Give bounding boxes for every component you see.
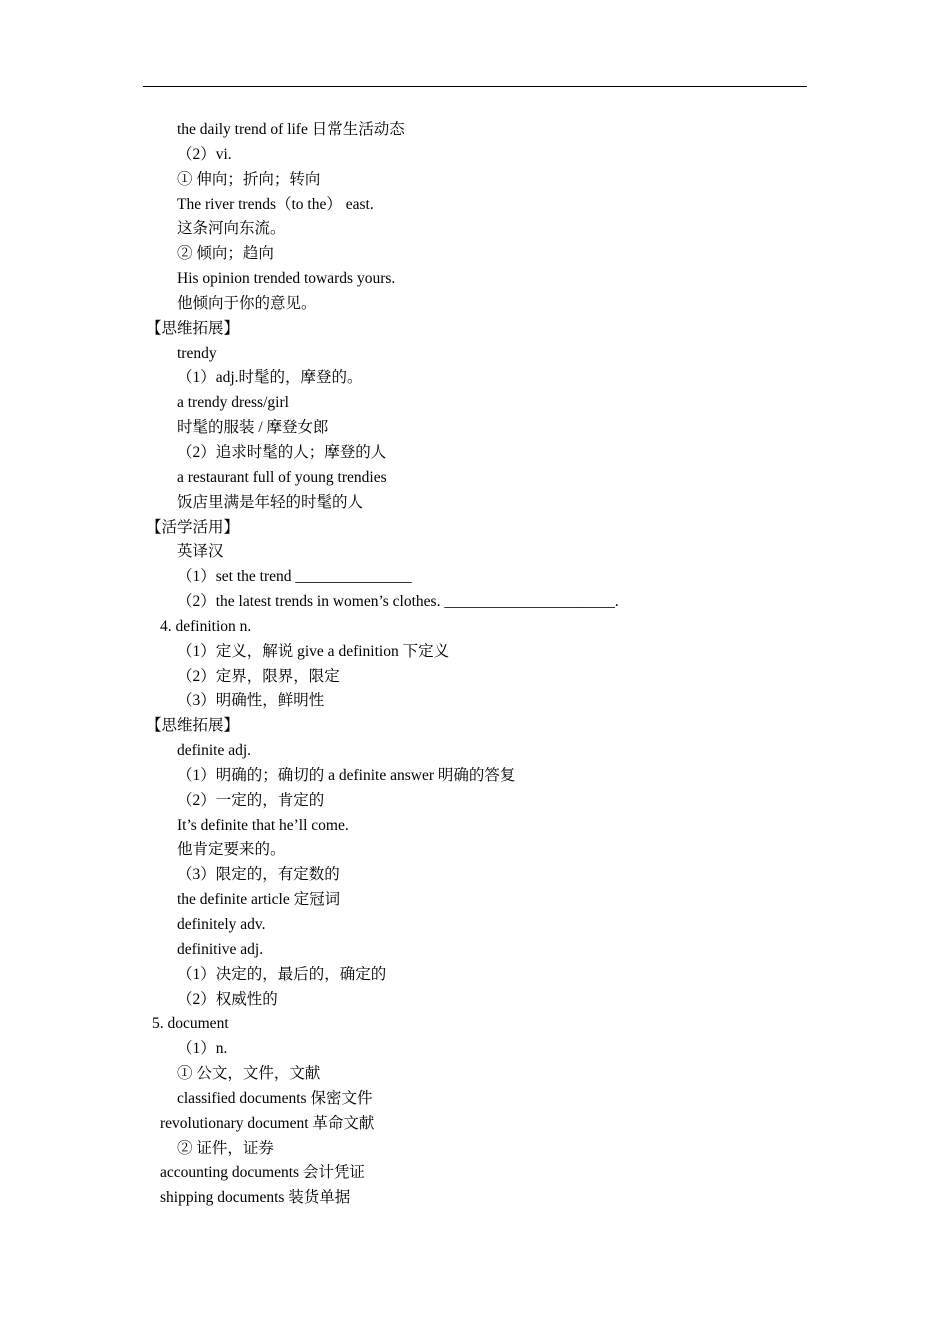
text-line: （1）决定的，最后的，确定的: [177, 965, 387, 983]
text-line: 【思维拓展】: [146, 319, 240, 337]
text-line: （2）定界，限界，限定: [177, 667, 340, 685]
text-line: definitive adj.: [177, 940, 264, 958]
text-line: a trendy dress/girl: [177, 394, 289, 412]
text-line: His opinion trended towards yours.: [177, 270, 396, 288]
text-line: trendy: [177, 344, 217, 362]
text-line: 这条河向东流。: [177, 220, 286, 238]
text-line: 5. document: [152, 1015, 229, 1033]
text-line: （2）vi.: [177, 145, 232, 163]
text-line: revolutionary document 革命文献: [160, 1114, 375, 1132]
text-line: 他肯定要来的。: [177, 841, 286, 859]
text-line: （2）权威性的: [177, 990, 278, 1008]
text-line: accounting documents 会计凭证: [160, 1164, 365, 1182]
text-line: classified documents 保密文件: [177, 1089, 373, 1107]
text-line: the definite article 定冠词: [177, 891, 341, 909]
text-line: a restaurant full of young trendies: [177, 468, 387, 486]
text-line: 【思维拓展】: [146, 717, 240, 735]
text-line: The river trends（to the） east.: [177, 195, 374, 213]
text-line: （2）追求时髦的人；摩登的人: [177, 443, 387, 461]
text-line: （1）明确的；确切的 a definite answer 明确的答复: [177, 766, 516, 784]
text-line: （1）set the trend _______________: [177, 568, 412, 586]
text-line: the daily trend of life 日常生活动态: [177, 121, 405, 138]
text-line: （1）n.: [177, 1040, 228, 1058]
text-line: shipping documents 装货单据: [160, 1189, 351, 1207]
text-line: ① 公文，文件，文献: [177, 1065, 321, 1083]
text-line: ② 倾向；趋向: [177, 245, 274, 263]
text-line: 【活学活用】: [146, 518, 240, 536]
text-line: ② 证件，证券: [177, 1139, 274, 1157]
text-line: 英译汉: [177, 543, 224, 561]
text-line: 饭店里满是年轻的时髦的人: [177, 493, 364, 511]
text-line: （1）定义，解说 give a definition 下定义: [177, 642, 450, 660]
text-line: （1）adj.时髦的，摩登的。: [177, 369, 363, 387]
text-line: definite adj.: [177, 742, 252, 760]
text-line: It’s definite that he’ll come.: [177, 816, 349, 834]
text-line: （2）the latest trends in women’s clothes. ______________________.: [177, 593, 619, 611]
text-line: （3）限定的，有定数的: [177, 866, 340, 884]
text-line: （3）明确性，鲜明性: [177, 692, 325, 710]
text-line: ① 伸向；折向；转向: [177, 170, 321, 188]
text-line: 他倾向于你的意见。: [177, 294, 317, 312]
document-body: [0, 118, 950, 1211]
text-line: definitely adv.: [177, 916, 266, 933]
text-line: 4. definition n.: [160, 617, 252, 635]
text-line: （2）一定的，肯定的: [177, 791, 325, 809]
text-line: 时髦的服装 / 摩登女郎: [177, 419, 329, 437]
header-rule: [143, 86, 807, 87]
